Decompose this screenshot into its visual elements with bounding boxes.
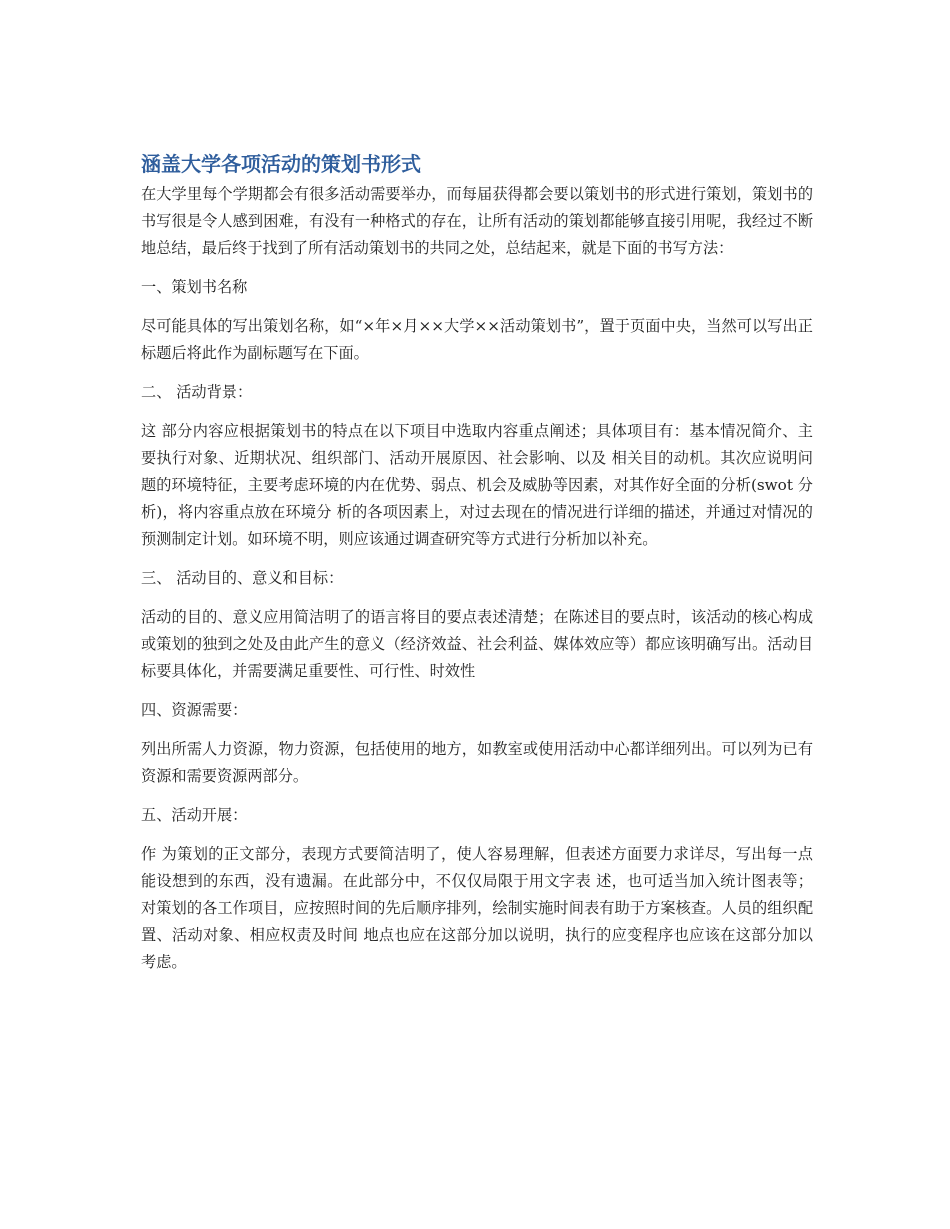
section-body-background: 这 部分内容应根据策划书的特点在以下项目中选取内容重点阐述；具体项目有：基本情况简介、主要执行对象、近期状况、组织部门、活动开展原因、社会影响、以及 相关目的动机。其次应说明问题的环境特征，主要考虑环境的内在优势、弱点、机会及威胁等因素，对其作好全面的分析(swot 分析)，将内容重点放在环境分 析的各项因素上，对过去现在的情况进行详细的描述，并通过对情况的预测制定计划。如环境不明，则应该通过调查研究等方式进行分析加以补充。 [141, 422, 813, 548]
spacer [141, 553, 813, 565]
document-title: 涵盖大学各项活动的策划书形式 [141, 152, 421, 176]
section-body-execution: 作 为策划的正文部分，表现方式要简洁明了，使人容易理解，但表述方面要力求详尽，写出每一点能设想到的东西，没有遗漏。在此部分中，不仅仅局限于用文字表 述，也可适当加入统计图表等；对策划的各工作项目，应按照时间的先后顺序排列，绘制实施时间表有助于方案核查。人员的组织配置、活动对象、相应权责及时间 地点也应在这部分加以说明，执行的应变程序也应该在这部分加以考虑。 [141, 845, 813, 971]
section-heading-execution: 五、活动开展： [141, 806, 248, 824]
section-body-resources: 列出所需人力资源，物力资源，包括使用的地方，如教室或使用活动中心都详细列出。可以列为已有资源和需要资源两部分。 [141, 740, 813, 785]
section-heading-resources: 四、资源需要： [141, 701, 248, 719]
intro-paragraph: 在大学里每个学期都会有很多活动需要举办，而每届获得都会要以策划书的形式进行策划，策划书的书写很是令人感到困难，有没有一种格式的存在，让所有活动的策划都能够直接引用呢，我经过不断地总结，最后终于找到了所有活动策划书的共同之处，总结起来，就是下面的书写方法： [141, 185, 813, 257]
spacer [141, 685, 813, 697]
spacer [141, 301, 813, 313]
spacer [141, 724, 813, 736]
section-heading-name: 一、策划书名称 [141, 278, 248, 296]
document-page [141, 150, 813, 976]
spacer [141, 592, 813, 604]
section-heading-background: 二、 活动背景： [141, 383, 253, 401]
section-body-goals: 活动的目的、意义应用简洁明了的语言将目的要点表述清楚；在陈述目的要点时，该活动的核心构成或策划的独到之处及由此产生的意义（经济效益、社会利益、媒体效应等）都应该明确写出。活动目标要具体化，并需要满足重要性、可行性、时效性 [141, 608, 813, 680]
spacer [141, 790, 813, 802]
spacer [141, 262, 813, 274]
spacer [141, 367, 813, 379]
section-body-name: 尽可能具体的写出策划名称，如“×年×月××大学××活动策划书”，置于页面中央，当然可以写出正标题后将此作为副标题写在下面。 [141, 317, 813, 362]
section-heading-goals: 三、 活动目的、意义和目标： [141, 569, 344, 587]
spacer [141, 406, 813, 418]
spacer [141, 829, 813, 841]
